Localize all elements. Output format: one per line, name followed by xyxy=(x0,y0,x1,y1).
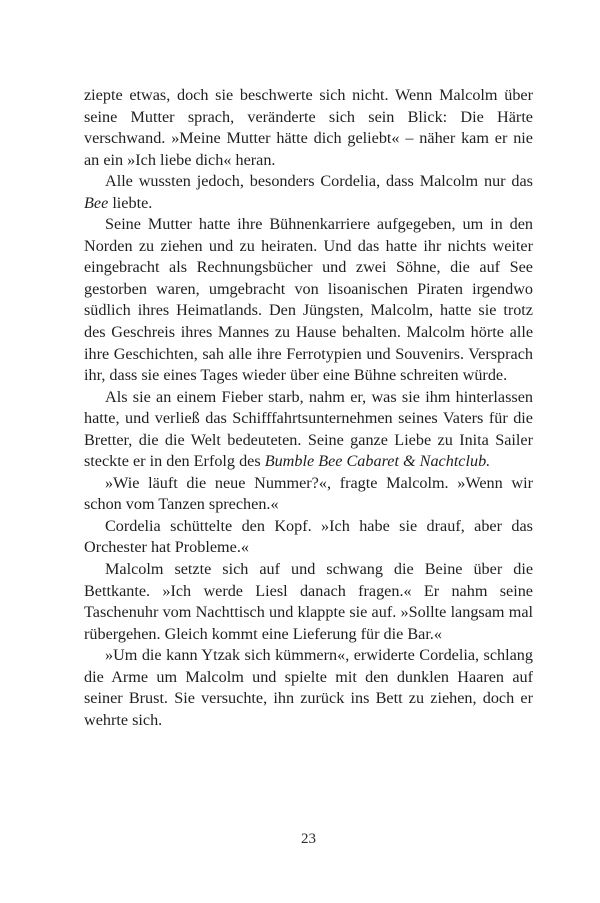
page-number: 23 xyxy=(301,831,316,847)
text-run: ziepte etwas, doch sie beschwerte sich nicht. Wenn Malcolm über seine Mutter sprach, veränderte sich sein Blick: Die Härte verschwand. »Meine Mutter hätte dich geliebt« – näher kam er nie an ein »Ich liebe dich« heran. xyxy=(84,86,533,169)
italic-run: Bumble Bee Cabaret & Nachtclub. xyxy=(264,452,491,471)
italic-run: Bee xyxy=(84,193,109,212)
paragraph xyxy=(84,516,533,559)
text-run: Alle wussten jedoch, besonders Cordelia, dass Malcolm nur das xyxy=(105,172,533,191)
text-run: »Wie läuft die neue Nummer?«, fragte Malcolm. »Wenn wir schon vom Tanzen sprechen.« xyxy=(84,473,533,514)
paragraph xyxy=(84,387,533,473)
paragraph xyxy=(84,85,533,171)
paragraph xyxy=(84,645,533,731)
paragraph xyxy=(84,473,533,516)
paragraph xyxy=(84,171,533,214)
text-run: Als sie an einem Fieber starb, nahm er, was sie ihm hinterlassen hatte, und verließ das Schifffahrtsunternehmen seines Vaters für die Bretter, die die Welt bedeuteten. Seine ganze Liebe zu Inita Sailer steckte er in den Erfolg des xyxy=(84,387,533,471)
paragraph xyxy=(84,214,533,386)
text-run: Seine Mutter hatte ihre Bühnenkarriere aufgegeben, um in den Norden zu ziehen und zu heiraten. Und das hatte ihr nichts weiter eingebracht als Rechnungsbücher und zwei Söhne, die auf See gestorben waren, umgebracht von lisoanischen Piraten irgendwo südlich ihres Heimatlands. Den Jüngsten, Malcolm, hatte sie trotz des Geschreis ihres Mannes zu Hause behalten. Malcolm hörte alle ihre Geschichten, sah alle ihre Ferrotypien und Souvenirs. Versprach ihr, dass sie eines Tages wieder über eine Bühne schreiten würde. xyxy=(84,215,533,385)
text-run: liebte. xyxy=(108,193,153,212)
paragraph xyxy=(84,559,533,645)
text-run: Malcolm setzte sich auf und schwang die Beine über die Bettkante. »Ich werde Liesl danach fragen.« Er nahm seine Taschenuhr vom Nachttisch und klappte sie auf. »Sollte langsam mal rübergehen. Gleich kommt eine Lieferung für die Bar.« xyxy=(84,560,533,643)
text-block xyxy=(84,85,533,731)
text-run: »Um die kann Ytzak sich kümmern«, erwiderte Cordelia, schlang die Arme um Malcolm und spielte mit den dunklen Haaren auf seiner Brust. Sie versuchte, ihn zurück ins Bett zu ziehen, doch er wehrte sich. xyxy=(84,646,533,729)
text-run: Cordelia schüttelte den Kopf. »Ich habe sie drauf, aber das Orchester hat Probleme.« xyxy=(84,516,533,557)
